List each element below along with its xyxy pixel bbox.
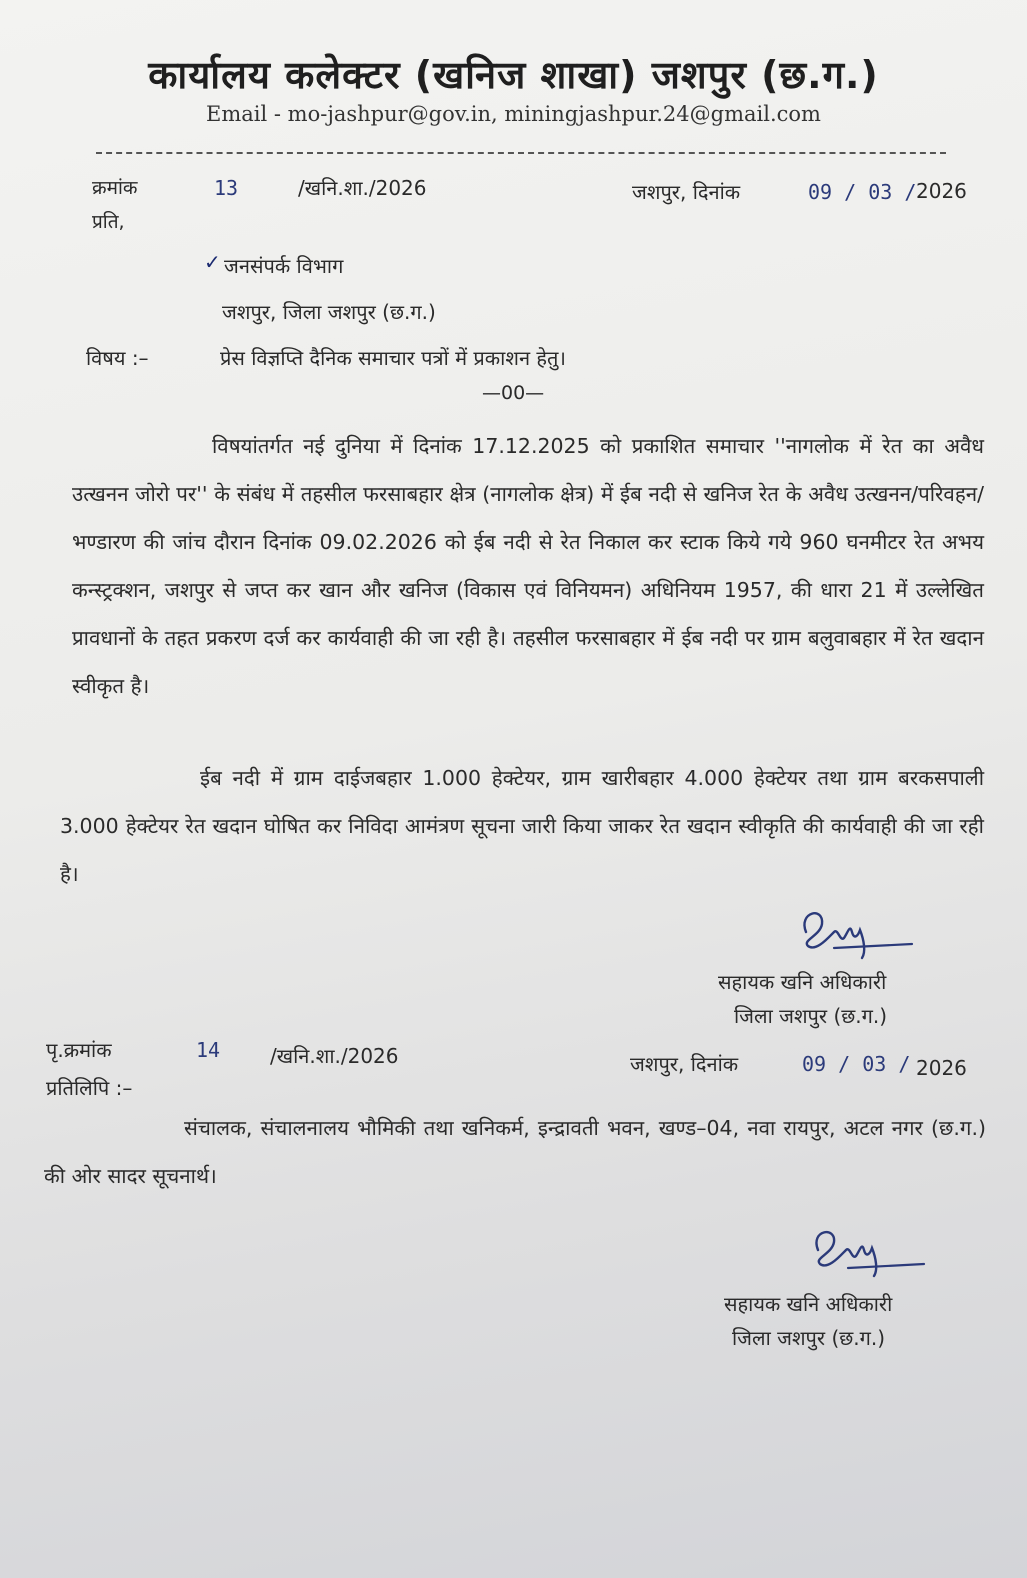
kramank-label: क्रमांक [92, 177, 138, 199]
recipient-line1: जनसंपर्क विभाग [224, 254, 344, 278]
kramank-number: 13 [214, 176, 239, 200]
office-email: Email - mo-jashpur@gov.in, miningjashpur.24@gmail.com [206, 102, 821, 126]
signatory-2-district: जिला जशपुर (छ.ग.) [732, 1326, 886, 1350]
vishay-label: विषय :– [86, 346, 149, 370]
office-title: कार्यालय कलेक्टर (खनिज शाखा) जशपुर (छ.ग.) [148, 53, 879, 97]
date-handwritten: 09 / 03 / [808, 180, 917, 204]
signatory-2-designation: सहायक खनि अधिकारी [724, 1292, 893, 1316]
vishay-text: प्रेस विज्ञप्ति दैनिक समाचार पत्रों में प्रकाशन हेतु। [220, 346, 567, 370]
signature-1 [794, 902, 924, 962]
copy-date-label: जशपुर, दिनांक [630, 1052, 739, 1076]
signature-2 [804, 1222, 934, 1282]
copy-kramank-number: 14 [196, 1038, 221, 1062]
separator: —00— [482, 382, 545, 404]
header-divider [96, 152, 946, 154]
copy-kramank-label: पृ.क्रमांक [46, 1038, 112, 1062]
body-paragraph-1: विषयांतर्गत नई दुनिया में दिनांक 17.12.2025 को प्रकाशित समाचार ''नागलोक में रेत का अवैध उत्खनन जोरो पर'' के संबंध में तहसील फरसाबहार क्षेत्र (नागलोक क्षेत्र) में ईब नदी से खनिज रेत के अवैध उत्खनन/परिवहन/भण्डारण की जांच दौरान दिनांक 09.02.2026 को ईब नदी से रेत निकाल कर स्टाक किये गये 960 घनमीटर रेत अभय कन्स्ट्रक्शन, जशपुर से जप्त कर खान और खनिज (विकास एवं विनियमन) अधिनियम 1957, की धारा 21 में उल्लेखित प्रावधानों के तहत प्रकरण दर्ज कर कार्यवाही की जा रही है। तहसील फरसाबहार में ईब नदी पर ग्राम बलुवाबहार में रेत खदान स्वीकृत है। [72, 434, 984, 698]
date-year: 2026 [916, 179, 967, 203]
kramank-suffix: /खनि.शा./2026 [298, 176, 427, 200]
copy-paragraph: संचालक, संचालनालय भौमिकी तथा खनिकर्म, इन्द्रावती भवन, खण्ड–04, नवा रायपुर, अटल नगर (छ.ग.) की ओर सादर सूचनार्थ। [44, 1116, 986, 1188]
signatory-1-district: जिला जशपुर (छ.ग.) [734, 1004, 888, 1028]
pratilipi-label: प्रतिलिपि :– [46, 1076, 133, 1100]
copy-date-year: 2026 [916, 1056, 967, 1080]
copy-kramank-suffix: /खनि.शा./2026 [270, 1044, 399, 1068]
recipient-check-mark: ✓ [204, 250, 221, 274]
body-paragraph-2: ईब नदी में ग्राम दाईजबहार 1.000 हेक्टेयर, ग्राम खारीबहार 4.000 हेक्टेयर तथा ग्राम बरकसपाली 3.000 हेक्टेयर रेत खदान घोषित कर निविदा आमंत्रण सूचना जारी किया जाकर रेत खदान स्वीकृति की कार्यवाही की जा रही है। [60, 766, 984, 886]
copy-date-handwritten: 09 / 03 / [802, 1052, 911, 1076]
prati-label: प्रति, [92, 211, 125, 233]
signatory-1-designation: सहायक खनि अधिकारी [718, 970, 887, 994]
date-label: जशपुर, दिनांक [632, 180, 741, 204]
recipient-line2: जशपुर, जिला जशपुर (छ.ग.) [222, 300, 436, 324]
